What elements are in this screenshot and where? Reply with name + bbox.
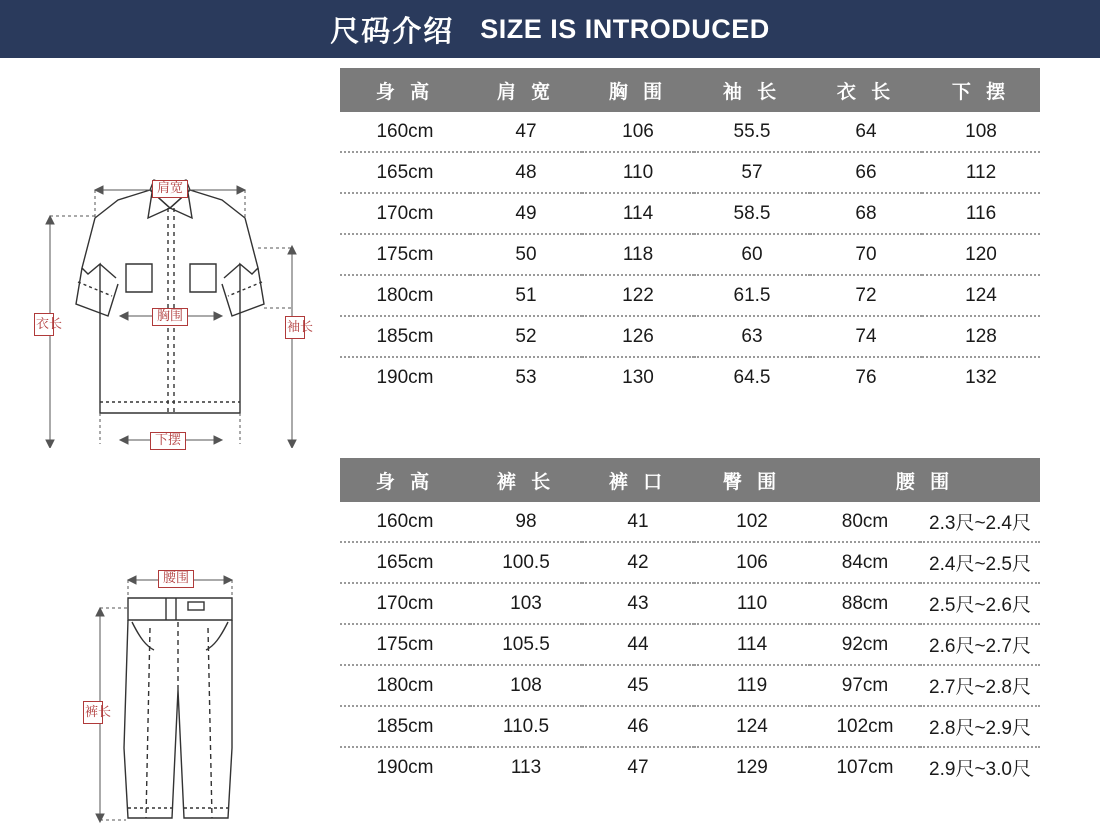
cell-height: 180cm: [340, 275, 470, 316]
cell-waist-cm: 102cm: [810, 706, 920, 747]
cell-height: 190cm: [340, 357, 470, 397]
th-height: 身 高: [340, 68, 470, 112]
cell-hem: 128: [922, 316, 1040, 357]
table-row: [340, 624, 1040, 665]
cell-leg-opening: 42: [582, 542, 694, 583]
cell-length: 68: [810, 193, 922, 234]
cell-waist-cm: 92cm: [810, 624, 920, 665]
cell-height: 190cm: [340, 747, 470, 787]
cell-pants-length: 113: [470, 747, 582, 787]
table-row: [340, 357, 1040, 397]
table-row: [340, 665, 1040, 706]
cell-chest: 110: [582, 152, 694, 193]
cell-waist-cm: 97cm: [810, 665, 920, 706]
page-content: [0, 58, 1100, 837]
table-header-row: [340, 68, 1040, 112]
label-chest: 胸围: [152, 308, 188, 326]
jacket-size-table: [340, 68, 1040, 397]
cell-waist-cm: 107cm: [810, 747, 920, 787]
cell-chest: 122: [582, 275, 694, 316]
cell-shoulder: 52: [470, 316, 582, 357]
cell-length: 64: [810, 112, 922, 152]
th-pants-length: 裤 长: [470, 458, 582, 502]
th-waist: 腰 围: [810, 458, 1040, 502]
cell-hip: 114: [694, 624, 810, 665]
table-row: [340, 112, 1040, 152]
cell-shoulder: 49: [470, 193, 582, 234]
cell-chest: 114: [582, 193, 694, 234]
table-row: [340, 234, 1040, 275]
cell-leg-opening: 45: [582, 665, 694, 706]
th-chest: 胸 围: [582, 68, 694, 112]
cell-waist-chi: 2.5尺~2.6尺: [920, 583, 1040, 624]
cell-length: 74: [810, 316, 922, 357]
cell-leg-opening: 41: [582, 502, 694, 542]
cell-pants-length: 105.5: [470, 624, 582, 665]
table-row: [340, 706, 1040, 747]
cell-hip: 124: [694, 706, 810, 747]
cell-pants-length: 110.5: [470, 706, 582, 747]
table-row: [340, 542, 1040, 583]
cell-waist-cm: 84cm: [810, 542, 920, 583]
cell-height: 180cm: [340, 665, 470, 706]
cell-chest: 118: [582, 234, 694, 275]
cell-height: 185cm: [340, 316, 470, 357]
th-hem: 下 摆: [922, 68, 1040, 112]
cell-hip: 102: [694, 502, 810, 542]
cell-length: 70: [810, 234, 922, 275]
cell-shoulder: 47: [470, 112, 582, 152]
jacket-size-table-wrap: [340, 68, 1050, 448]
cell-sleeve: 57: [694, 152, 810, 193]
cell-hem: 116: [922, 193, 1040, 234]
table-row: [340, 502, 1040, 542]
cell-sleeve: 61.5: [694, 275, 810, 316]
pants-figure: [0, 458, 340, 828]
th-height: 身 高: [340, 458, 470, 502]
cell-chest: 130: [582, 357, 694, 397]
cell-shoulder: 53: [470, 357, 582, 397]
cell-hip: 110: [694, 583, 810, 624]
cell-leg-opening: 47: [582, 747, 694, 787]
cell-waist-chi: 2.8尺~2.9尺: [920, 706, 1040, 747]
cell-hem: 112: [922, 152, 1040, 193]
pants-section: [0, 458, 1050, 828]
cell-sleeve: 55.5: [694, 112, 810, 152]
cell-sleeve: 64.5: [694, 357, 810, 397]
cell-pants-length: 108: [470, 665, 582, 706]
cell-waist-cm: 80cm: [810, 502, 920, 542]
cell-height: 165cm: [340, 152, 470, 193]
table-row: [340, 747, 1040, 787]
cell-sleeve: 63: [694, 316, 810, 357]
table-row: [340, 193, 1040, 234]
cell-waist-chi: 2.9尺~3.0尺: [920, 747, 1040, 787]
table-row: [340, 152, 1040, 193]
page-header: [0, 0, 1100, 58]
cell-waist-chi: 2.6尺~2.7尺: [920, 624, 1040, 665]
jacket-figure: [0, 68, 340, 448]
cell-waist-chi: 2.4尺~2.5尺: [920, 542, 1040, 583]
jacket-illustration: [0, 68, 340, 448]
cell-pants-length: 103: [470, 583, 582, 624]
cell-hip: 129: [694, 747, 810, 787]
cell-pants-length: 98: [470, 502, 582, 542]
table-header-row: [340, 458, 1040, 502]
cell-height: 175cm: [340, 234, 470, 275]
table-row: [340, 316, 1040, 357]
cell-waist-chi: 2.7尺~2.8尺: [920, 665, 1040, 706]
cell-waist-chi: 2.3尺~2.4尺: [920, 502, 1040, 542]
cell-hem: 132: [922, 357, 1040, 397]
cell-sleeve: 60: [694, 234, 810, 275]
jacket-section: [0, 68, 1050, 448]
th-hip: 臀 围: [694, 458, 810, 502]
table-row: [340, 583, 1040, 624]
pants-size-table: [340, 458, 1040, 787]
cell-hem: 108: [922, 112, 1040, 152]
label-pants-length: 裤长: [83, 701, 103, 724]
cell-height: 185cm: [340, 706, 470, 747]
cell-hem: 120: [922, 234, 1040, 275]
cell-sleeve: 58.5: [694, 193, 810, 234]
th-sleeve: 袖 长: [694, 68, 810, 112]
cell-leg-opening: 43: [582, 583, 694, 624]
cell-pants-length: 100.5: [470, 542, 582, 583]
table-row: [340, 275, 1040, 316]
cell-length: 72: [810, 275, 922, 316]
pants-illustration: [0, 458, 340, 828]
cell-height: 165cm: [340, 542, 470, 583]
cell-shoulder: 50: [470, 234, 582, 275]
label-waist: 腰围: [158, 570, 194, 588]
cell-hem: 124: [922, 275, 1040, 316]
cell-height: 170cm: [340, 583, 470, 624]
cell-height: 175cm: [340, 624, 470, 665]
cell-shoulder: 48: [470, 152, 582, 193]
label-shoulder-width: 肩宽: [152, 180, 188, 198]
cell-height: 160cm: [340, 112, 470, 152]
cell-waist-cm: 88cm: [810, 583, 920, 624]
cell-hip: 106: [694, 542, 810, 583]
page-title-en: SIZE IS INTRODUCED: [480, 13, 770, 44]
cell-leg-opening: 44: [582, 624, 694, 665]
cell-hip: 119: [694, 665, 810, 706]
pants-size-table-wrap: [340, 458, 1050, 828]
cell-length: 76: [810, 357, 922, 397]
label-sleeve-length: 袖长: [285, 316, 305, 339]
page-title-cn: 尺码介绍: [330, 15, 455, 48]
th-length: 衣 长: [810, 68, 922, 112]
label-garment-length: 衣长: [34, 313, 54, 336]
label-hem: 下摆: [150, 432, 186, 450]
cell-height: 160cm: [340, 502, 470, 542]
th-shoulder: 肩 宽: [470, 68, 582, 112]
cell-height: 170cm: [340, 193, 470, 234]
cell-leg-opening: 46: [582, 706, 694, 747]
cell-length: 66: [810, 152, 922, 193]
cell-chest: 126: [582, 316, 694, 357]
cell-shoulder: 51: [470, 275, 582, 316]
cell-chest: 106: [582, 112, 694, 152]
th-leg-opening: 裤 口: [582, 458, 694, 502]
